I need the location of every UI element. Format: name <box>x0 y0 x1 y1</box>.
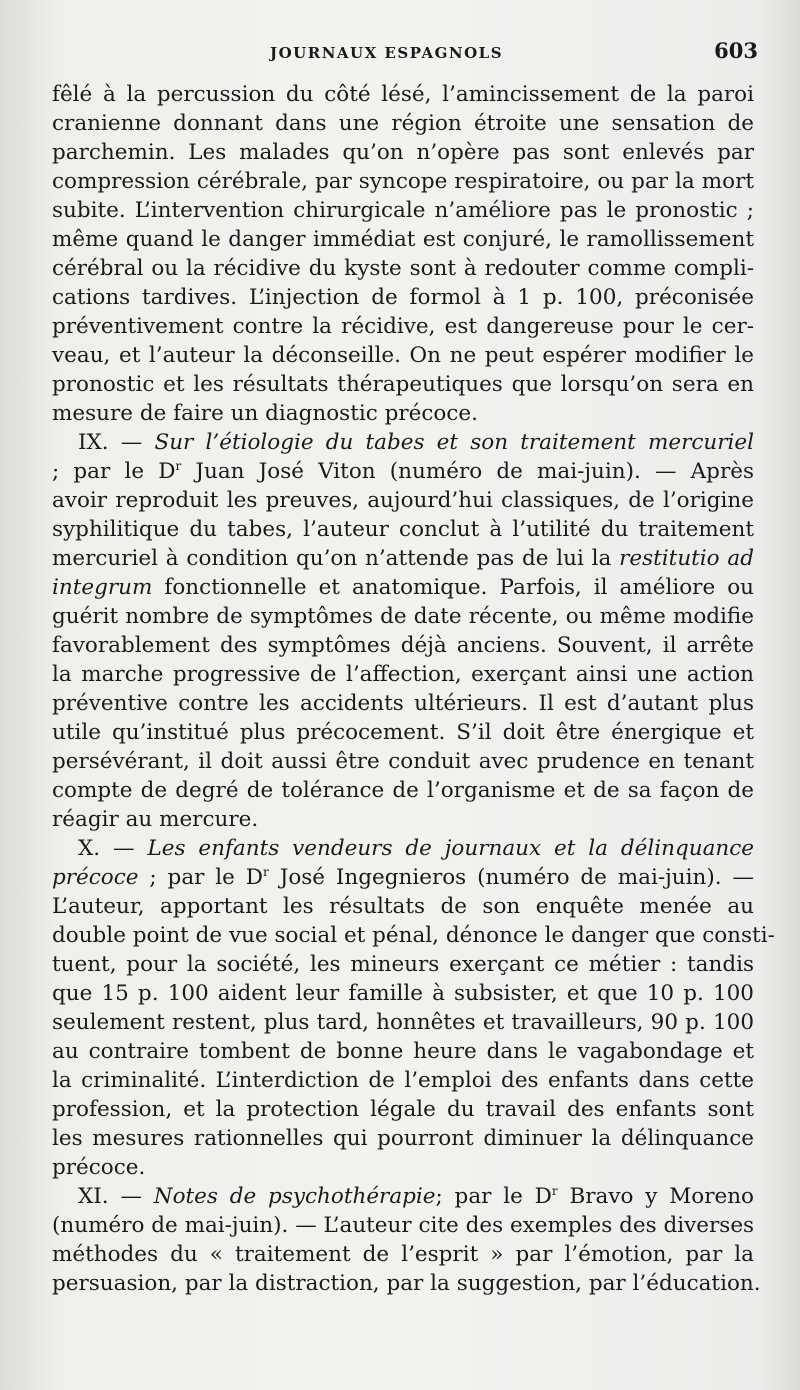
text-line: la criminalité. L’interdiction de l’emploi des enfants dans cette <box>52 1068 754 1093</box>
text-line: mesure de faire un diagnostic précoce. <box>52 401 478 426</box>
text-line: persuasion, par la distraction, par la suggestion, par l’éducation. <box>52 1271 761 1296</box>
article-title: Les enfants vendeurs de journaux et la délinquance <box>147 836 754 861</box>
body-text <box>52 80 775 1298</box>
text-line: fêlé à la percussion du côté lésé, l’amincissement de la paroi <box>52 82 754 107</box>
text-line: favorablement des symptômes déjà anciens. Souvent, il arrête <box>52 633 754 658</box>
section-xi-heading: XI. — Notes de psychothérapie; par le $D^r$ Bravo y Moreno <box>78 1183 754 1209</box>
text-line: mercuriel à condition qu’on n’attende pas de lui la restitutio ad <box>52 546 754 571</box>
text-line: préventive contre les accidents ultérieurs. Il est d’autant plus <box>52 691 754 716</box>
article-title: Notes de psychothérapie <box>153 1184 436 1209</box>
text-line: subite. L’intervention chirurgicale n’améliore pas le pronostic ; <box>52 198 754 223</box>
section-x-heading <box>52 834 754 863</box>
section-number: XI. — <box>78 1184 142 1209</box>
section-ix-byline: ; par le $D^r$ Juan José Viton (numéro de mai-juin). — Après <box>52 458 754 484</box>
text-line: cérébral ou la récidive du kyste sont à redouter comme compli- <box>52 256 754 281</box>
text-line: guérit nombre de symptômes de date récente, ou même modifie <box>52 604 754 629</box>
text-line: même quand le danger immédiat est conjuré, le ramollissement <box>52 227 754 252</box>
text-line: parchemin. Les malades qu’on n’opère pas sont enlevés par <box>52 140 754 165</box>
text-line: que 15 p. 100 aident leur famille à subsister, et que 10 p. 100 <box>52 981 754 1006</box>
text-line: L’auteur, apportant les résultats de son enquête menée au <box>52 894 754 919</box>
section-x-byline: précoce ; par le $D^r$ José Ingegnieros (numéro de mai-juin). — <box>52 864 754 890</box>
article-title: Sur l’étiologie du tabes et son traitement mercuriel <box>154 430 754 455</box>
section-number: X. — <box>78 836 135 861</box>
text-line: tuent, pour la société, les mineurs exerçant ce métier : tandis <box>52 952 754 977</box>
text-line: la marche progressive de l’affection, exerçant ainsi une action <box>52 662 754 687</box>
text-line: seulement restent, plus tard, honnêtes et travailleurs, 90 p. 100 <box>52 1010 754 1035</box>
running-title: JOURNAUX ESPAGNOLS <box>270 44 504 62</box>
text-line: veau, et l’auteur la déconseille. On ne peut espérer modifier le <box>52 343 754 368</box>
text-line: avoir reproduit les preuves, aujourd’hui classiques, de l’origine <box>52 488 754 513</box>
section-ix-heading <box>52 428 754 457</box>
text-line: cranienne donnant dans une région étroite une sensation de <box>52 111 754 136</box>
text-line: syphilitique du tabes, l’auteur conclut à l’utilité du traitement <box>52 517 754 542</box>
text-line: compression cérébrale, par syncope respiratoire, ou par la mort <box>52 169 754 194</box>
text-line: integrum fonctionnelle et anatomique. Parfois, il améliore ou <box>52 575 754 600</box>
section-number: IX. — <box>78 430 143 455</box>
page-number: 603 <box>714 38 758 63</box>
text-line: persévérant, il doit aussi être conduit avec prudence en tenant <box>52 749 754 774</box>
text-line: profession, et la protection légale du travail des enfants sont <box>52 1097 754 1122</box>
article-title-cont: précoce <box>52 865 139 890</box>
text-line: (numéro de mai-juin). — L’auteur cite des exemples des diverses <box>52 1213 755 1238</box>
text-line: pronostic et les résultats thérapeutiques que lorsqu’on sera en <box>52 372 754 397</box>
text-line: cations tardives. L’injection de formol à 1 p. 100, préconisée <box>52 285 754 310</box>
latin-phrase: restitutio ad <box>619 546 754 571</box>
text-line: compte de degré de tolérance de l’organisme et de sa façon de <box>52 778 754 803</box>
text-line: réagir au mercure. <box>52 807 259 832</box>
text-line: au contraire tombent de bonne heure dans le vagabondage et <box>52 1039 754 1064</box>
text-line: précoce. <box>52 1155 146 1180</box>
latin-phrase: integrum <box>52 575 153 600</box>
text-line: les mesures rationnelles qui pourront diminuer la délinquance <box>52 1126 754 1151</box>
text-line: méthodes du « traitement de l’esprit » par l’émotion, par la <box>52 1242 754 1267</box>
text-line: utile qu’institué plus précocement. S’il doit être énergique et <box>52 720 754 745</box>
page-header <box>270 38 770 68</box>
text-line: préventivement contre la récidive, est dangereuse pour le cer- <box>52 314 754 339</box>
text-line: double point de vue social et pénal, dénonce le danger que consti- <box>52 923 775 948</box>
